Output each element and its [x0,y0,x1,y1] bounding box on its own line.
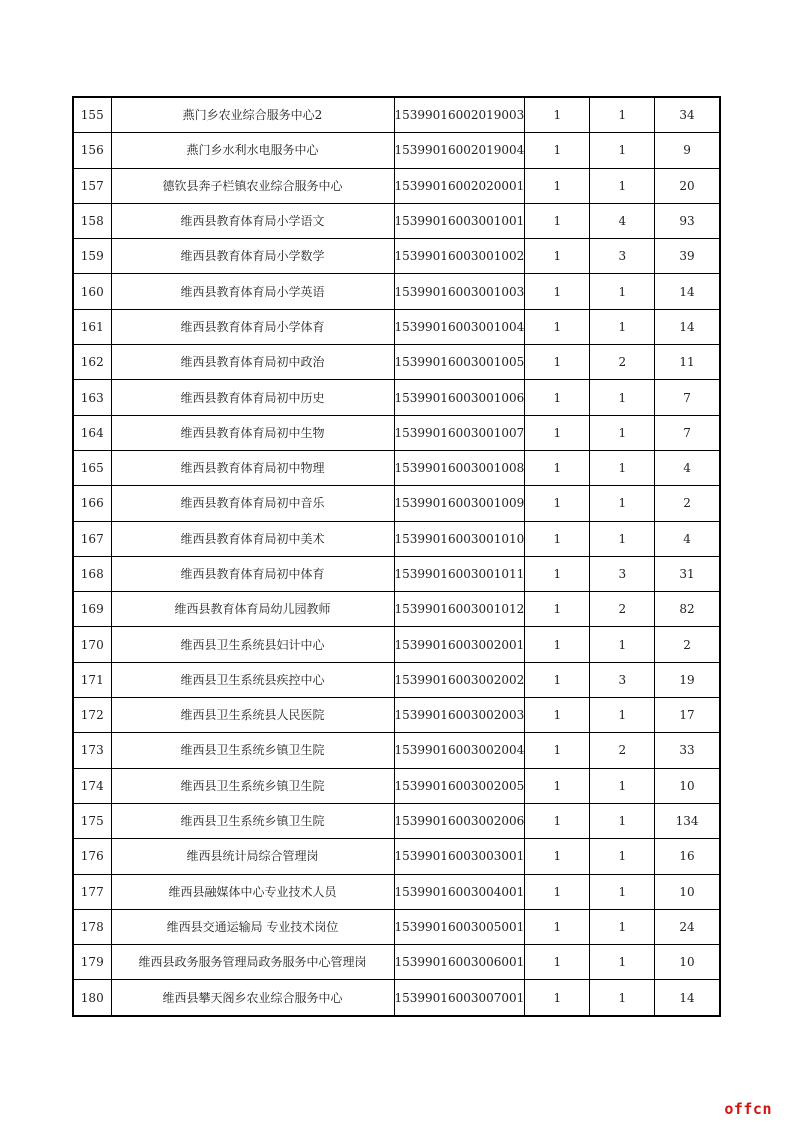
position-name-cell: 维西县教育体育局初中政治 [111,345,394,380]
position-code-cell: 15399016002020001 [394,168,525,203]
row-number-cell: 164 [73,415,111,450]
recruit-count-cell: 1 [525,874,590,909]
position-name-cell: 维西县卫生系统县妇计中心 [111,627,394,662]
table-row [73,309,720,344]
applicant-count-cell: 14 [655,309,720,344]
table-row [73,274,720,309]
row-number-cell: 175 [73,803,111,838]
applicant-count-cell: 9 [655,133,720,168]
qualified-count-cell: 1 [590,486,655,521]
position-code-cell: 15399016003001011 [394,556,525,591]
row-number-cell: 161 [73,309,111,344]
table-row [73,803,720,838]
recruit-count-cell: 1 [525,945,590,980]
recruit-count-cell: 1 [525,803,590,838]
position-code-cell: 15399016003001005 [394,345,525,380]
recruit-count-cell: 1 [525,415,590,450]
applicant-count-cell: 10 [655,874,720,909]
row-number-cell: 168 [73,556,111,591]
recruit-count-cell: 1 [525,345,590,380]
table-row [73,698,720,733]
position-name-cell: 维西县教育体育局幼儿园教师 [111,592,394,627]
table-row [73,768,720,803]
position-code-cell: 15399016003001010 [394,521,525,556]
position-name-cell: 维西县卫生系统县人民医院 [111,698,394,733]
qualified-count-cell: 1 [590,698,655,733]
table-row [73,486,720,521]
position-code-cell: 15399016003001003 [394,274,525,309]
applicant-count-cell: 10 [655,768,720,803]
table-row [73,380,720,415]
qualified-count-cell: 1 [590,133,655,168]
qualified-count-cell: 1 [590,415,655,450]
position-name-cell: 燕门乡农业综合服务中心2 [111,97,394,133]
applicant-count-cell: 34 [655,97,720,133]
table-row [73,415,720,450]
position-name-cell: 维西县卫生系统乡镇卫生院 [111,733,394,768]
recruit-count-cell: 1 [525,168,590,203]
position-code-cell: 15399016003001002 [394,239,525,274]
position-code-cell: 15399016003002004 [394,733,525,768]
position-name-cell: 维西县教育体育局初中历史 [111,380,394,415]
recruit-count-cell: 1 [525,239,590,274]
recruit-count-cell: 1 [525,486,590,521]
table-row [73,203,720,238]
qualified-count-cell: 3 [590,239,655,274]
position-name-cell: 维西县教育体育局小学体育 [111,309,394,344]
row-number-cell: 165 [73,450,111,485]
row-number-cell: 176 [73,839,111,874]
row-number-cell: 158 [73,203,111,238]
position-code-cell: 15399016003001009 [394,486,525,521]
applicant-count-cell: 10 [655,945,720,980]
row-number-cell: 167 [73,521,111,556]
row-number-cell: 180 [73,980,111,1016]
row-number-cell: 172 [73,698,111,733]
table-row [73,662,720,697]
recruit-count-cell: 1 [525,980,590,1016]
table-row [73,874,720,909]
row-number-cell: 163 [73,380,111,415]
applicant-count-cell: 93 [655,203,720,238]
applicant-count-cell: 11 [655,345,720,380]
applicant-count-cell: 19 [655,662,720,697]
recruit-count-cell: 1 [525,203,590,238]
qualified-count-cell: 1 [590,168,655,203]
table-row [73,345,720,380]
qualified-count-cell: 1 [590,980,655,1016]
position-code-cell: 15399016003001008 [394,450,525,485]
table-row [73,450,720,485]
applicant-count-cell: 4 [655,450,720,485]
row-number-cell: 155 [73,97,111,133]
table-row [73,521,720,556]
qualified-count-cell: 2 [590,345,655,380]
table-row [73,239,720,274]
position-code-cell: 15399016003006001 [394,945,525,980]
qualified-count-cell: 4 [590,203,655,238]
table-row [73,909,720,944]
row-number-cell: 166 [73,486,111,521]
applicant-count-cell: 20 [655,168,720,203]
applicant-count-cell: 2 [655,486,720,521]
position-code-cell: 15399016003001006 [394,380,525,415]
qualified-count-cell: 1 [590,627,655,662]
row-number-cell: 170 [73,627,111,662]
table-row [73,627,720,662]
recruit-count-cell: 1 [525,133,590,168]
row-number-cell: 174 [73,768,111,803]
recruit-count-cell: 1 [525,380,590,415]
position-name-cell: 维西县融媒体中心专业技术人员 [111,874,394,909]
position-code-cell: 15399016003003001 [394,839,525,874]
table-row [73,733,720,768]
position-name-cell: 维西县教育体育局初中音乐 [111,486,394,521]
position-code-cell: 15399016003004001 [394,874,525,909]
qualified-count-cell: 2 [590,592,655,627]
recruit-count-cell: 1 [525,556,590,591]
position-code-cell: 15399016002019004 [394,133,525,168]
applicant-count-cell: 24 [655,909,720,944]
qualified-count-cell: 1 [590,803,655,838]
row-number-cell: 157 [73,168,111,203]
recruit-count-cell: 1 [525,909,590,944]
recruit-count-cell: 1 [525,662,590,697]
row-number-cell: 178 [73,909,111,944]
position-name-cell: 维西县统计局综合管理岗 [111,839,394,874]
position-name-cell: 维西县教育体育局小学英语 [111,274,394,309]
row-number-cell: 171 [73,662,111,697]
qualified-count-cell: 3 [590,556,655,591]
applicant-count-cell: 7 [655,380,720,415]
recruit-count-cell: 1 [525,309,590,344]
position-name-cell: 维西县攀天阁乡农业综合服务中心 [111,980,394,1016]
applicant-count-cell: 2 [655,627,720,662]
applicant-count-cell: 33 [655,733,720,768]
position-code-cell: 15399016003001001 [394,203,525,238]
recruit-count-cell: 1 [525,733,590,768]
position-name-cell: 维西县卫生系统县疾控中心 [111,662,394,697]
position-name-cell: 维西县教育体育局初中美术 [111,521,394,556]
recruit-count-cell: 1 [525,97,590,133]
recruit-count-cell: 1 [525,698,590,733]
position-name-cell: 维西县教育体育局小学语文 [111,203,394,238]
position-code-cell: 15399016003001007 [394,415,525,450]
position-name-cell: 维西县卫生系统乡镇卫生院 [111,803,394,838]
row-number-cell: 177 [73,874,111,909]
position-name-cell: 维西县交通运输局 专业技术岗位 [111,909,394,944]
recruit-count-cell: 1 [525,839,590,874]
qualified-count-cell: 1 [590,274,655,309]
position-code-cell: 15399016003005001 [394,909,525,944]
qualified-count-cell: 1 [590,909,655,944]
row-number-cell: 179 [73,945,111,980]
applicant-count-cell: 14 [655,274,720,309]
recruit-count-cell: 1 [525,768,590,803]
position-code-cell: 15399016003002005 [394,768,525,803]
position-code-cell: 15399016003002002 [394,662,525,697]
position-code-cell: 15399016003001004 [394,309,525,344]
recruit-count-cell: 1 [525,521,590,556]
qualified-count-cell: 1 [590,97,655,133]
qualified-count-cell: 1 [590,380,655,415]
position-code-cell: 15399016003001012 [394,592,525,627]
applicant-count-cell: 7 [655,415,720,450]
row-number-cell: 173 [73,733,111,768]
table-row [73,97,720,133]
qualified-count-cell: 1 [590,839,655,874]
applicant-count-cell: 14 [655,980,720,1016]
qualified-count-cell: 1 [590,874,655,909]
recruit-count-cell: 1 [525,274,590,309]
position-name-cell: 德钦县奔子栏镇农业综合服务中心 [111,168,394,203]
applicant-count-cell: 16 [655,839,720,874]
table-row [73,980,720,1016]
row-number-cell: 162 [73,345,111,380]
qualified-count-cell: 2 [590,733,655,768]
table-row [73,168,720,203]
table-row [73,839,720,874]
position-name-cell: 维西县教育体育局初中物理 [111,450,394,485]
applicant-count-cell: 4 [655,521,720,556]
position-name-cell: 维西县卫生系统乡镇卫生院 [111,768,394,803]
position-name-cell: 燕门乡水利水电服务中心 [111,133,394,168]
table-row [73,592,720,627]
applicant-count-cell: 82 [655,592,720,627]
position-name-cell: 维西县教育体育局初中体育 [111,556,394,591]
row-number-cell: 169 [73,592,111,627]
position-code-cell: 15399016003007001 [394,980,525,1016]
table-row [73,945,720,980]
job-table [72,96,721,1017]
row-number-cell: 159 [73,239,111,274]
recruit-count-cell: 1 [525,450,590,485]
qualified-count-cell: 1 [590,521,655,556]
position-name-cell: 维西县教育体育局初中生物 [111,415,394,450]
recruit-count-cell: 1 [525,592,590,627]
position-code-cell: 15399016002019003 [394,97,525,133]
qualified-count-cell: 1 [590,309,655,344]
row-number-cell: 160 [73,274,111,309]
job-table-body [73,97,720,1016]
applicant-count-cell: 39 [655,239,720,274]
table-row [73,133,720,168]
position-name-cell: 维西县政务服务管理局政务服务中心管理岗 [111,945,394,980]
applicant-count-cell: 17 [655,698,720,733]
applicant-count-cell: 134 [655,803,720,838]
offcn-watermark: offcn [724,1100,772,1118]
qualified-count-cell: 1 [590,768,655,803]
row-number-cell: 156 [73,133,111,168]
qualified-count-cell: 1 [590,450,655,485]
qualified-count-cell: 3 [590,662,655,697]
position-name-cell: 维西县教育体育局小学数学 [111,239,394,274]
applicant-count-cell: 31 [655,556,720,591]
position-code-cell: 15399016003002001 [394,627,525,662]
recruit-count-cell: 1 [525,627,590,662]
qualified-count-cell: 1 [590,945,655,980]
table-row [73,556,720,591]
position-code-cell: 15399016003002003 [394,698,525,733]
position-code-cell: 15399016003002006 [394,803,525,838]
